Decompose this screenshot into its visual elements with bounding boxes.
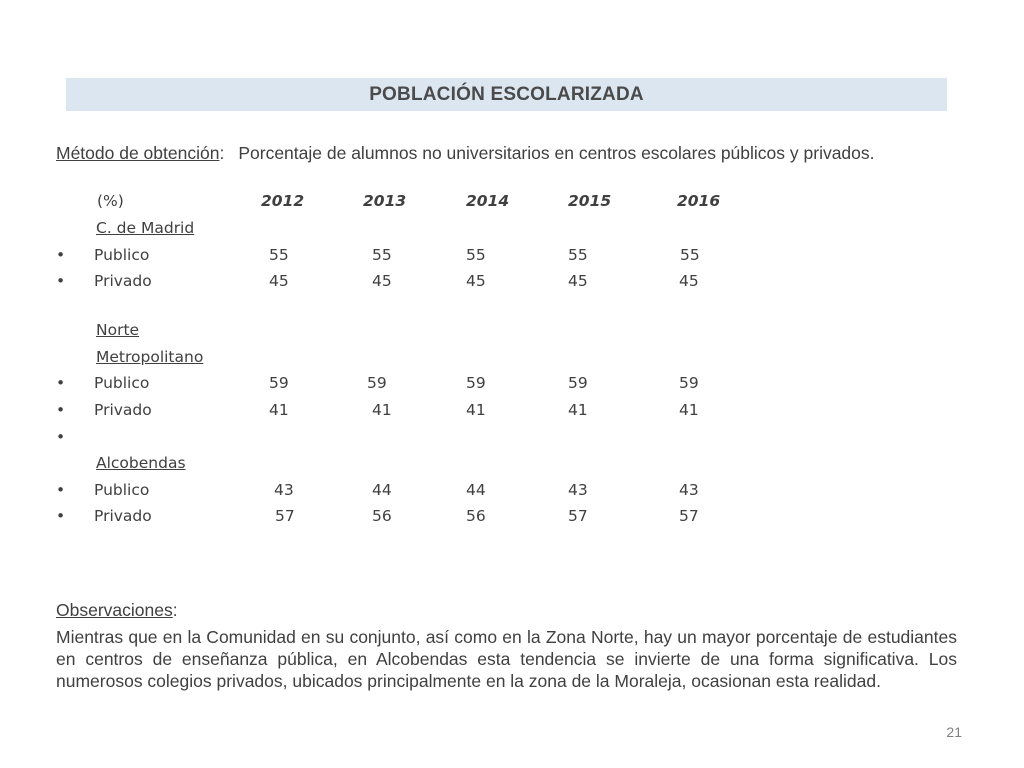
table-cell: 56 [372,507,392,525]
table-cell: 55 [680,246,700,264]
table-cell: 57 [568,507,588,525]
unit-label: (%) [97,192,124,210]
table-cell: 45 [466,272,486,290]
method-label: Método de obtención [56,143,220,163]
group-heading [0,217,800,239]
table-cell: 55 [568,246,588,264]
year-header: 2012 [261,192,305,210]
table-row [0,372,800,394]
group-name: Norte [96,321,140,339]
table-cell: 59 [367,374,387,392]
table-cell: 43 [274,481,294,499]
bullet: • [56,401,66,419]
table-cell: 45 [568,272,588,290]
table-cell: 44 [466,481,486,499]
bullet: • [56,481,66,499]
table-cell: 56 [466,507,486,525]
bullet: • [56,374,66,392]
group-name: C. de Madrid [96,219,195,237]
table-row [0,505,800,527]
table-cell: 55 [269,246,289,264]
observations-label: Observaciones [56,600,173,620]
row-label: Privado [94,507,152,525]
row-label: Privado [94,272,152,290]
row-label: Publico [94,246,150,264]
observations-text: Mientras que en la Comunidad en su conjunto, así como en la Zona Norte, hay un mayor porcentaje de estudiantes en centros de enseñanza pública, en Alcobendas esta tendencia se invierte de una forma significativa. Los numerosos colegios privados, ubicados principalmente en la zona de la Moraleja, ocasionan esta realidad. [56,627,957,691]
table-row [0,479,800,501]
bullet: • [56,428,66,446]
table-cell: 55 [466,246,486,264]
group-name: Metropolitano [96,348,204,366]
group-name: Alcobendas [96,454,186,472]
observations-colon: : [172,600,178,620]
table-row [0,270,800,292]
table-header-row [0,190,800,212]
table-cell: 59 [269,374,289,392]
year-header: 2015 [568,192,612,210]
table-cell: 43 [568,481,588,499]
method-colon: : [219,143,225,163]
method-text: Porcentaje de alumnos no universitarios en centros escolares públicos y privados. [238,143,875,163]
table-cell: 43 [679,481,699,499]
table-cell: 57 [275,507,295,525]
slide-title-text: POBLACIÓN ESCOLARIZADA [369,83,644,105]
table-cell: 59 [679,374,699,392]
table-cell: 59 [568,374,588,392]
row-label: Publico [94,374,150,392]
table-row [0,399,800,421]
table-cell: 45 [372,272,392,290]
table-cell: 44 [372,481,392,499]
page-number: 21 [946,724,962,740]
table-cell: 41 [466,401,486,419]
table-cell: 41 [372,401,392,419]
table-cell: 55 [372,246,392,264]
empty-bullet-row [0,426,800,448]
group-heading [0,346,800,368]
table-cell: 45 [269,272,289,290]
table-cell: 41 [679,401,699,419]
table-cell: 57 [679,507,699,525]
bullet: • [56,507,66,525]
group-heading [0,319,800,341]
table-row [0,244,800,266]
table-cell: 41 [269,401,289,419]
table-cell: 41 [568,401,588,419]
bullet: • [56,272,66,290]
observations-heading [56,600,178,621]
group-heading [0,452,800,474]
table-cell: 45 [679,272,699,290]
bullet: • [56,246,66,264]
row-label: Privado [94,401,152,419]
year-header: 2014 [466,192,510,210]
year-header: 2016 [677,192,721,210]
year-header: 2013 [363,192,407,210]
table-cell: 59 [466,374,486,392]
row-label: Publico [94,481,150,499]
